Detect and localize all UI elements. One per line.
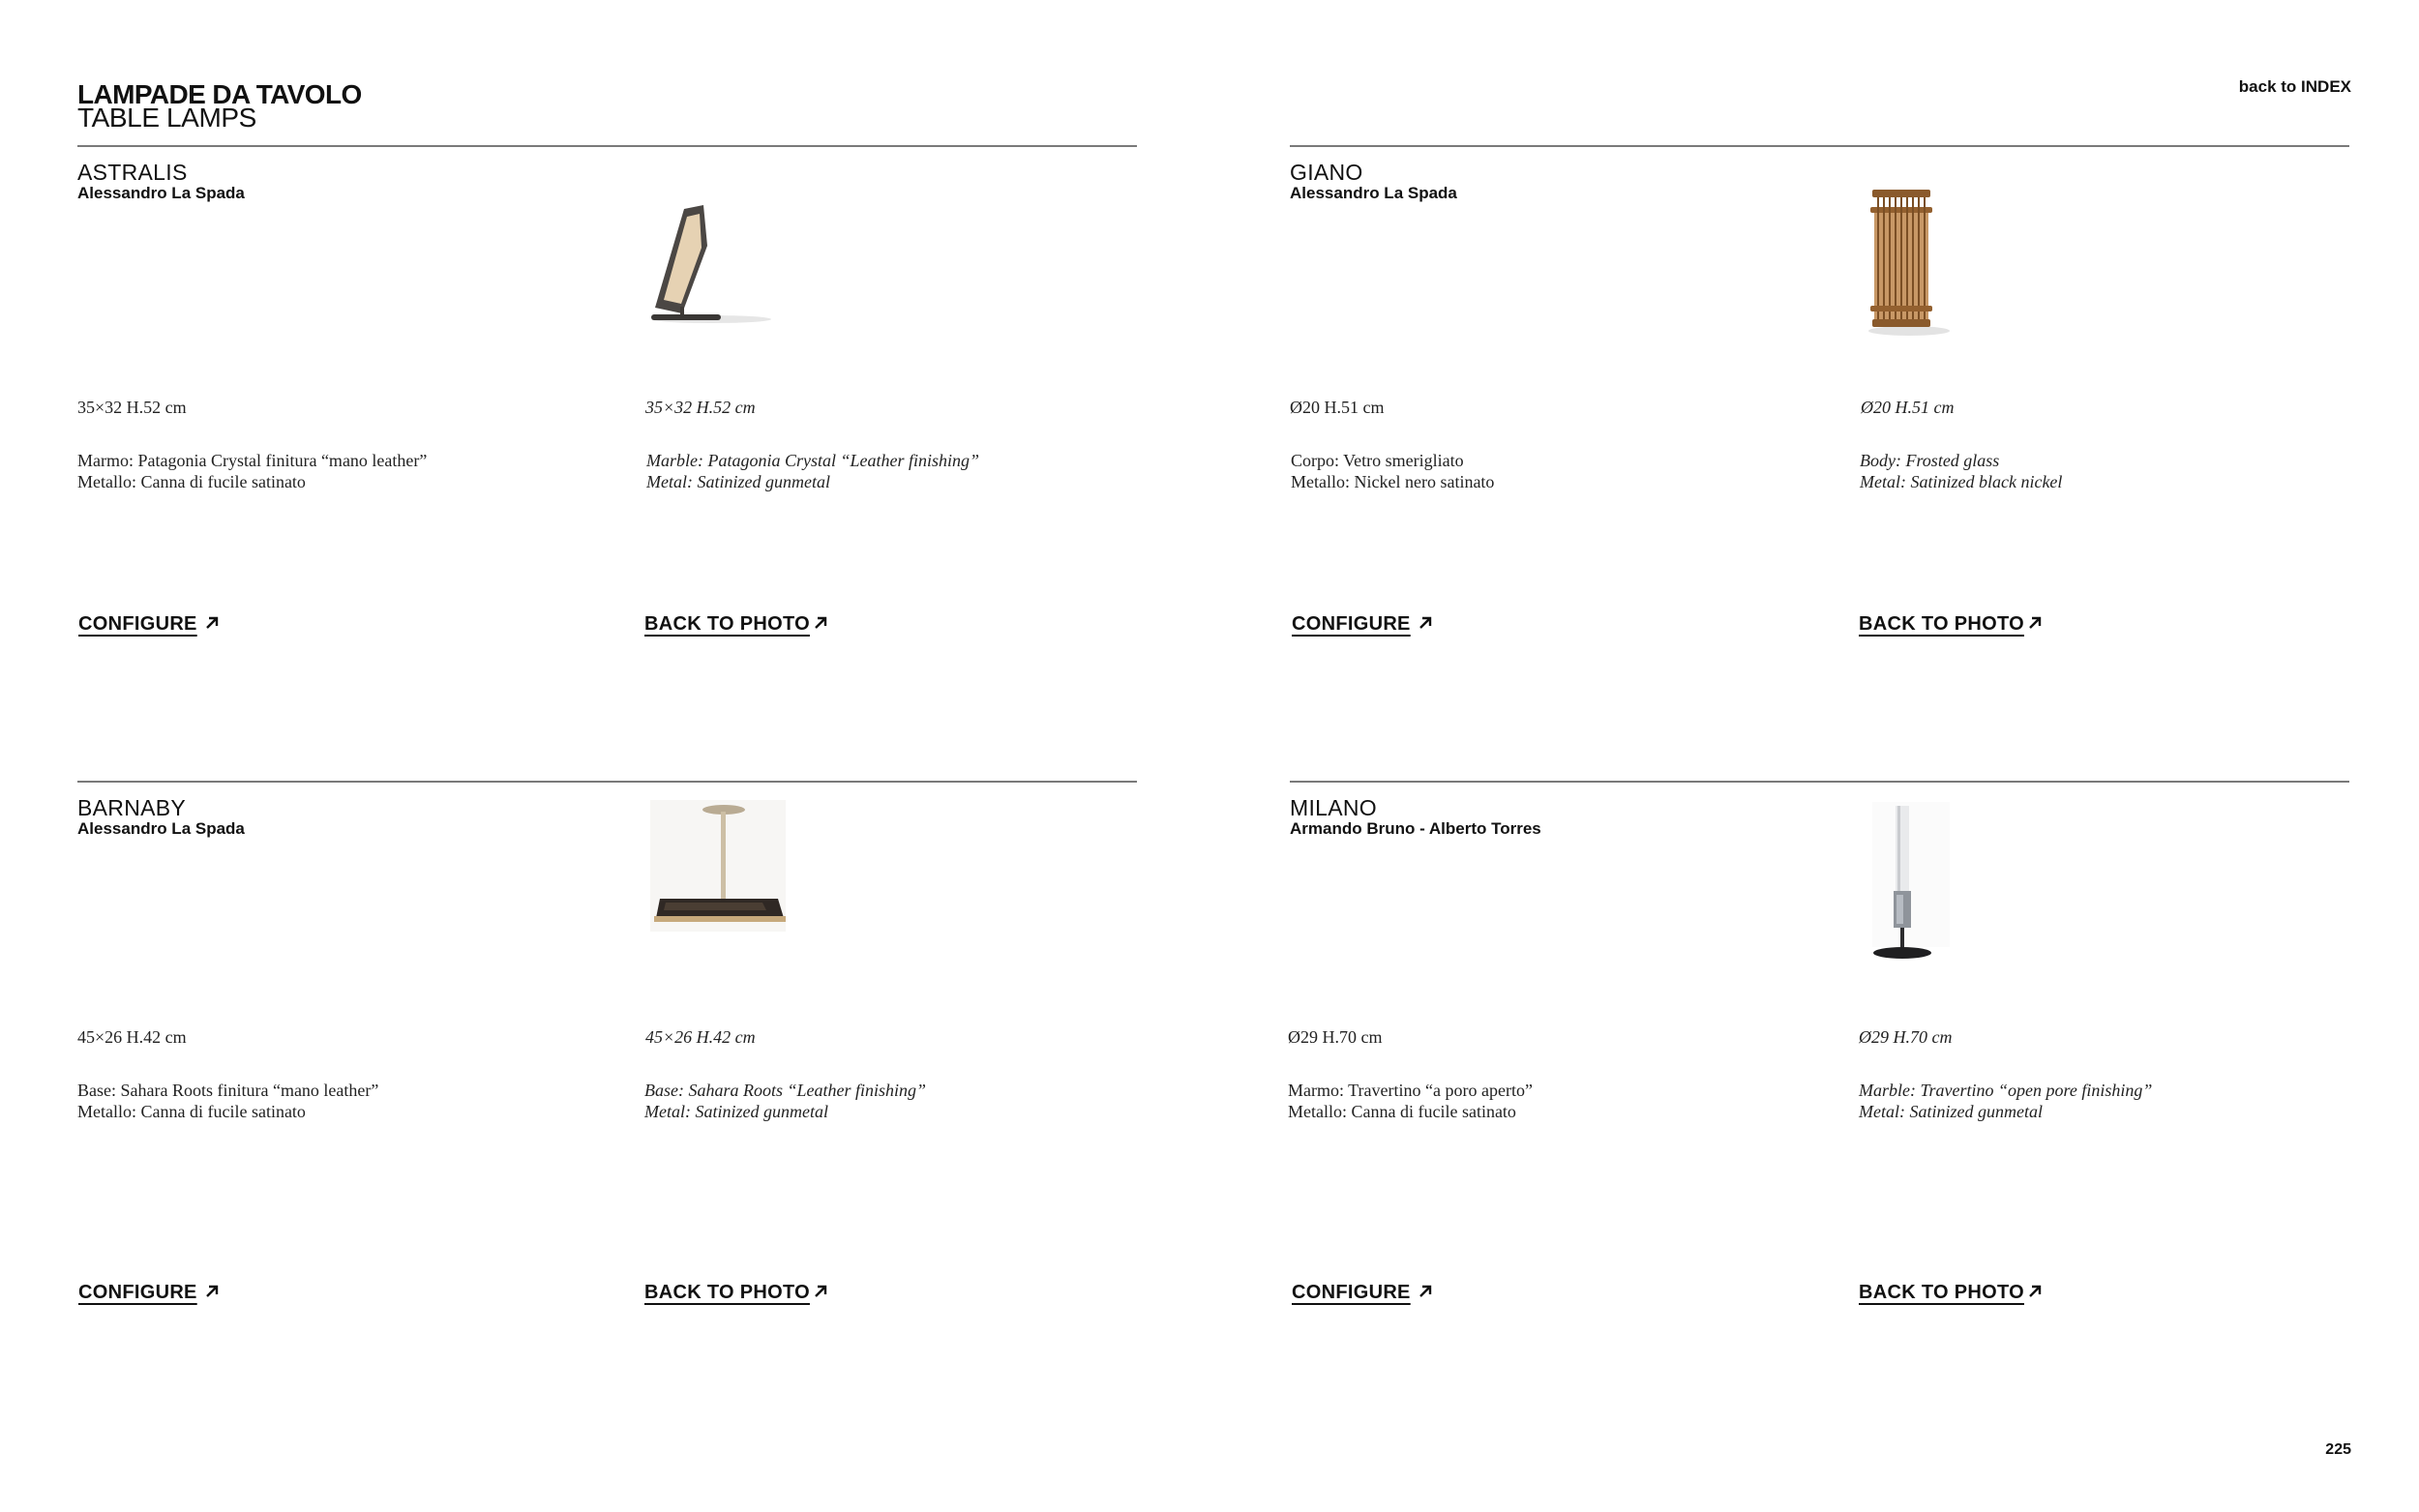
product-designer: Armando Bruno - Alberto Torres bbox=[1290, 819, 1541, 838]
materials-italian-line-2: Metallo: Canna di fucile satinato bbox=[1288, 1102, 1516, 1121]
materials-english-line-1: Base: Sahara Roots “Leather finishing” bbox=[644, 1081, 927, 1100]
materials-english-line-1: Body: Frosted glass bbox=[1860, 451, 2000, 470]
back-to-photo-link[interactable] bbox=[1859, 613, 2044, 637]
page-title-english: TABLE LAMPS bbox=[77, 103, 256, 133]
materials-italian-line-2: Metallo: Canna di fucile satinato bbox=[77, 472, 306, 491]
arrow-up-right-icon bbox=[203, 1283, 221, 1306]
materials-italian-line-2: Metallo: Nickel nero satinato bbox=[1291, 472, 1495, 491]
materials-english-line-1: Marble: Travertino “open pore finishing” bbox=[1859, 1081, 2153, 1100]
back-to-photo-label: BACK TO PHOTO bbox=[644, 1282, 810, 1303]
arrow-up-right-icon bbox=[1417, 1283, 1434, 1306]
configure-link[interactable] bbox=[1292, 1282, 1434, 1306]
configure-link[interactable] bbox=[78, 1282, 221, 1306]
back-to-photo-link[interactable] bbox=[644, 613, 829, 637]
back-to-photo-label: BACK TO PHOTO bbox=[644, 613, 810, 635]
arrow-up-right-icon bbox=[1417, 614, 1434, 637]
product-name: BARNABY bbox=[77, 795, 187, 820]
materials-italian-line-1: Marmo: Travertino “a poro aperto” bbox=[1288, 1081, 1533, 1100]
back-to-photo-link[interactable] bbox=[644, 1282, 829, 1306]
size-english: 45×26 H.42 cm bbox=[645, 1027, 756, 1047]
arrow-up-right-icon bbox=[2026, 614, 2044, 637]
product-designer: Alessandro La Spada bbox=[77, 184, 245, 202]
size-italian: 45×26 H.42 cm bbox=[77, 1027, 187, 1047]
product-name: ASTRALIS bbox=[77, 160, 188, 185]
size-english: Ø29 H.70 cm bbox=[1859, 1027, 1953, 1047]
page-number: 225 bbox=[2325, 1441, 2351, 1458]
arrow-up-right-icon bbox=[203, 614, 221, 637]
size-italian: 35×32 H.52 cm bbox=[77, 398, 187, 417]
configure-label: CONFIGURE bbox=[78, 613, 197, 635]
product-designer: Alessandro La Spada bbox=[77, 819, 245, 838]
configure-label: CONFIGURE bbox=[1292, 1282, 1411, 1303]
product-designer: Alessandro La Spada bbox=[1290, 184, 1457, 202]
product-photo-giano bbox=[1843, 184, 1979, 343]
arrow-up-right-icon bbox=[812, 614, 829, 637]
configure-label: CONFIGURE bbox=[78, 1282, 197, 1303]
product-photo-astralis bbox=[634, 193, 789, 339]
size-english: Ø20 H.51 cm bbox=[1861, 398, 1955, 417]
arrow-up-right-icon bbox=[2026, 1283, 2044, 1306]
product-photo-milano bbox=[1843, 798, 1979, 967]
materials-english-line-2: Metal: Satinized gunmetal bbox=[644, 1102, 828, 1121]
materials-english-line-2: Metal: Satinized gunmetal bbox=[1859, 1102, 2043, 1121]
product-name: GIANO bbox=[1290, 160, 1363, 185]
back-to-index-link[interactable]: back to INDEX bbox=[2238, 77, 2351, 96]
materials-english-line-2: Metal: Satinized black nickel bbox=[1860, 472, 2063, 491]
materials-italian-line-1: Corpo: Vetro smerigliato bbox=[1291, 451, 1464, 470]
product-photo-barnaby bbox=[646, 798, 791, 934]
materials-italian-line-1: Marmo: Patagonia Crystal finitura “mano leather” bbox=[77, 451, 428, 470]
materials-italian-line-2: Metallo: Canna di fucile satinato bbox=[77, 1102, 306, 1121]
product-name: MILANO bbox=[1290, 795, 1377, 820]
materials-english-line-1: Marble: Patagonia Crystal “Leather finishing” bbox=[646, 451, 980, 470]
configure-label: CONFIGURE bbox=[1292, 613, 1411, 635]
arrow-up-right-icon bbox=[812, 1283, 829, 1306]
size-english: 35×32 H.52 cm bbox=[645, 398, 756, 417]
size-italian: Ø29 H.70 cm bbox=[1288, 1027, 1383, 1047]
section-divider bbox=[1290, 781, 2349, 783]
back-to-photo-label: BACK TO PHOTO bbox=[1859, 1282, 2024, 1303]
materials-english-line-2: Metal: Satinized gunmetal bbox=[646, 472, 830, 491]
section-divider bbox=[77, 145, 1137, 147]
page-title-italian: LAMPADE DA TAVOLO bbox=[77, 79, 362, 109]
materials-italian-line-1: Base: Sahara Roots finitura “mano leather” bbox=[77, 1081, 379, 1100]
configure-link[interactable] bbox=[78, 613, 221, 637]
section-divider bbox=[1290, 145, 2349, 147]
section-divider bbox=[77, 781, 1137, 783]
size-italian: Ø20 H.51 cm bbox=[1290, 398, 1385, 417]
back-to-photo-label: BACK TO PHOTO bbox=[1859, 613, 2024, 635]
configure-link[interactable] bbox=[1292, 613, 1434, 637]
back-to-photo-link[interactable] bbox=[1859, 1282, 2044, 1306]
